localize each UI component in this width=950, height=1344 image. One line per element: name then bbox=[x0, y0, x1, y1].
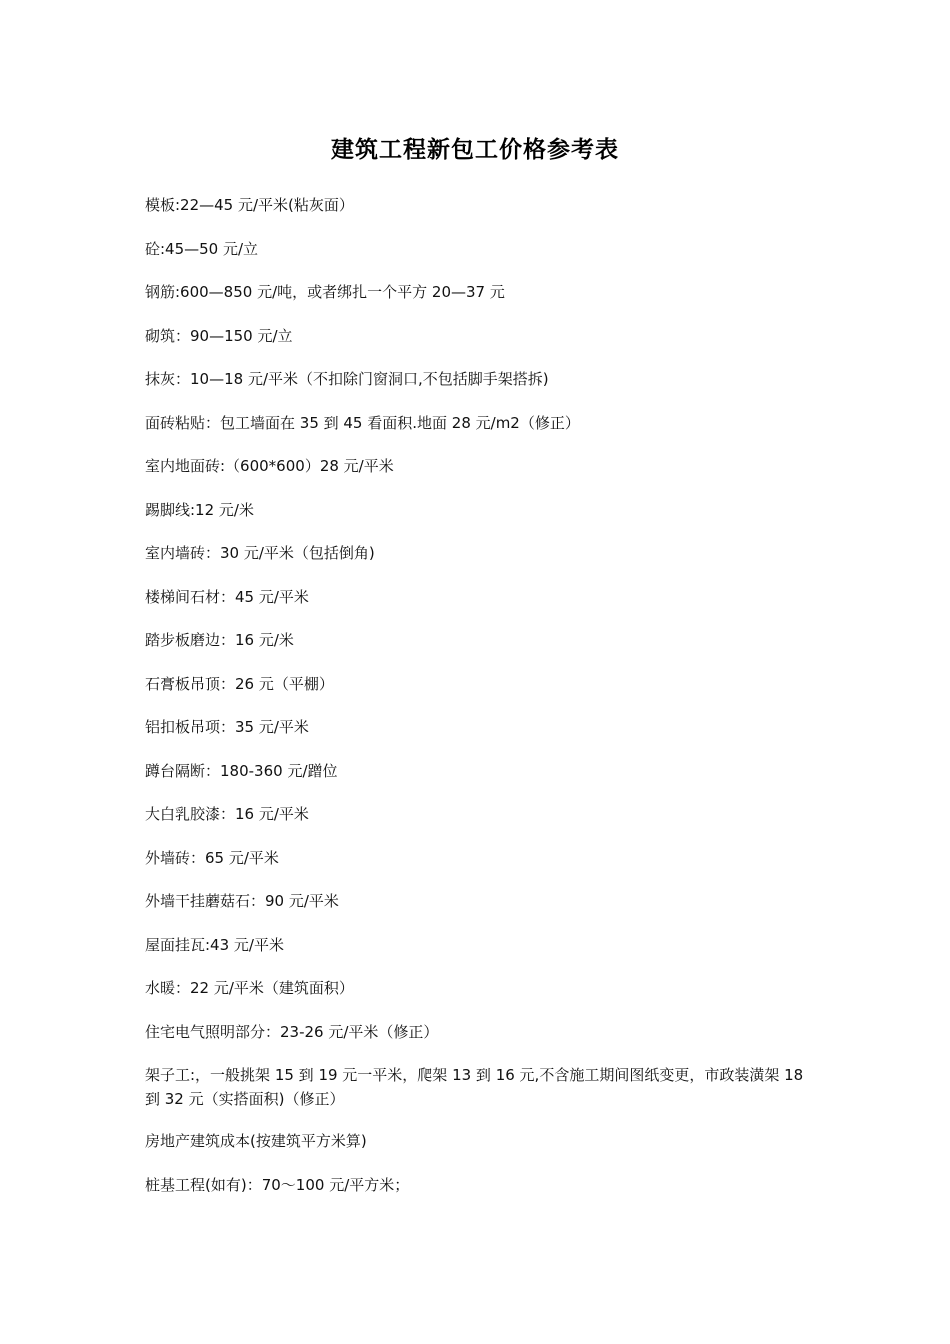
price-item-indoor-floor-tile: 室内地面砖:（600*600）28 元/平米 bbox=[145, 457, 394, 475]
price-item-pile-foundation: 桩基工程(如有)：70～100 元/平方米； bbox=[145, 1175, 410, 1194]
price-item-exterior-tile: 外墙砖：65 元/平米 bbox=[145, 848, 279, 867]
price-item-concrete: 砼:45—50 元/立 bbox=[145, 239, 259, 258]
price-item-latex-paint: 大白乳胶漆：16 元/平米 bbox=[145, 805, 309, 823]
price-item-masonry: 砌筑：90—150 元/立 bbox=[145, 326, 293, 345]
price-item-plastering: 抹灰：10—18 元/平米（不扣除门窗洞口,不包括脚手架搭拆) bbox=[145, 370, 549, 388]
price-item-exterior-stone: 外墙干挂蘑菇石：90 元/平米 bbox=[145, 892, 339, 910]
price-item-rebar: 钢筋:600—850 元/吨，或者绑扎一个平方 20—37 元 bbox=[145, 283, 505, 301]
price-item-roof-tile: 屋面挂瓦:43 元/平米 bbox=[145, 935, 284, 954]
price-item-aluminum-ceiling: 铝扣板吊项：35 元/平米 bbox=[145, 718, 309, 736]
price-item-tile-facing: 面砖粘贴：包工墙面在 35 到 45 看面积.地面 28 元/m2（修正） bbox=[145, 413, 580, 432]
document-body bbox=[145, 193, 810, 1216]
section-heading-real-estate-cost: 房地产建筑成本(按建筑平方米算) bbox=[145, 1132, 367, 1150]
price-item-tread-edging: 踏步板磨边：16 元/米 bbox=[145, 631, 294, 649]
price-item-gypsum-ceiling: 石膏板吊顶：26 元（平棚） bbox=[145, 674, 334, 693]
price-item-electrical-lighting: 住宅电气照明部分：23-26 元/平米（修正） bbox=[145, 1022, 439, 1041]
price-item-toilet-partition: 蹲台隔断：180-360 元/蹭位 bbox=[145, 761, 338, 780]
price-item-plumbing-heating: 水暖：22 元/平米（建筑面积） bbox=[145, 979, 354, 997]
price-item-scaffolding: 架子工:，一般挑架 15 到 19 元一平米，爬架 13 到 16 元,不含施工期间图纸变更，市政装潢架 18 到 32 元（实搭面积)（修正） bbox=[145, 1066, 804, 1108]
price-item-formwork: 模板:22—45 元/平米(粘灰面） bbox=[145, 196, 354, 214]
price-item-skirting: 踢脚线:12 元/米 bbox=[145, 500, 254, 519]
price-item-stair-stone: 楼梯间石材：45 元/平米 bbox=[145, 587, 309, 606]
price-item-indoor-wall-tile: 室内墙砖：30 元/平米（包括倒角) bbox=[145, 544, 375, 562]
document-title: 建筑工程新包工价格参考表 bbox=[331, 137, 619, 163]
